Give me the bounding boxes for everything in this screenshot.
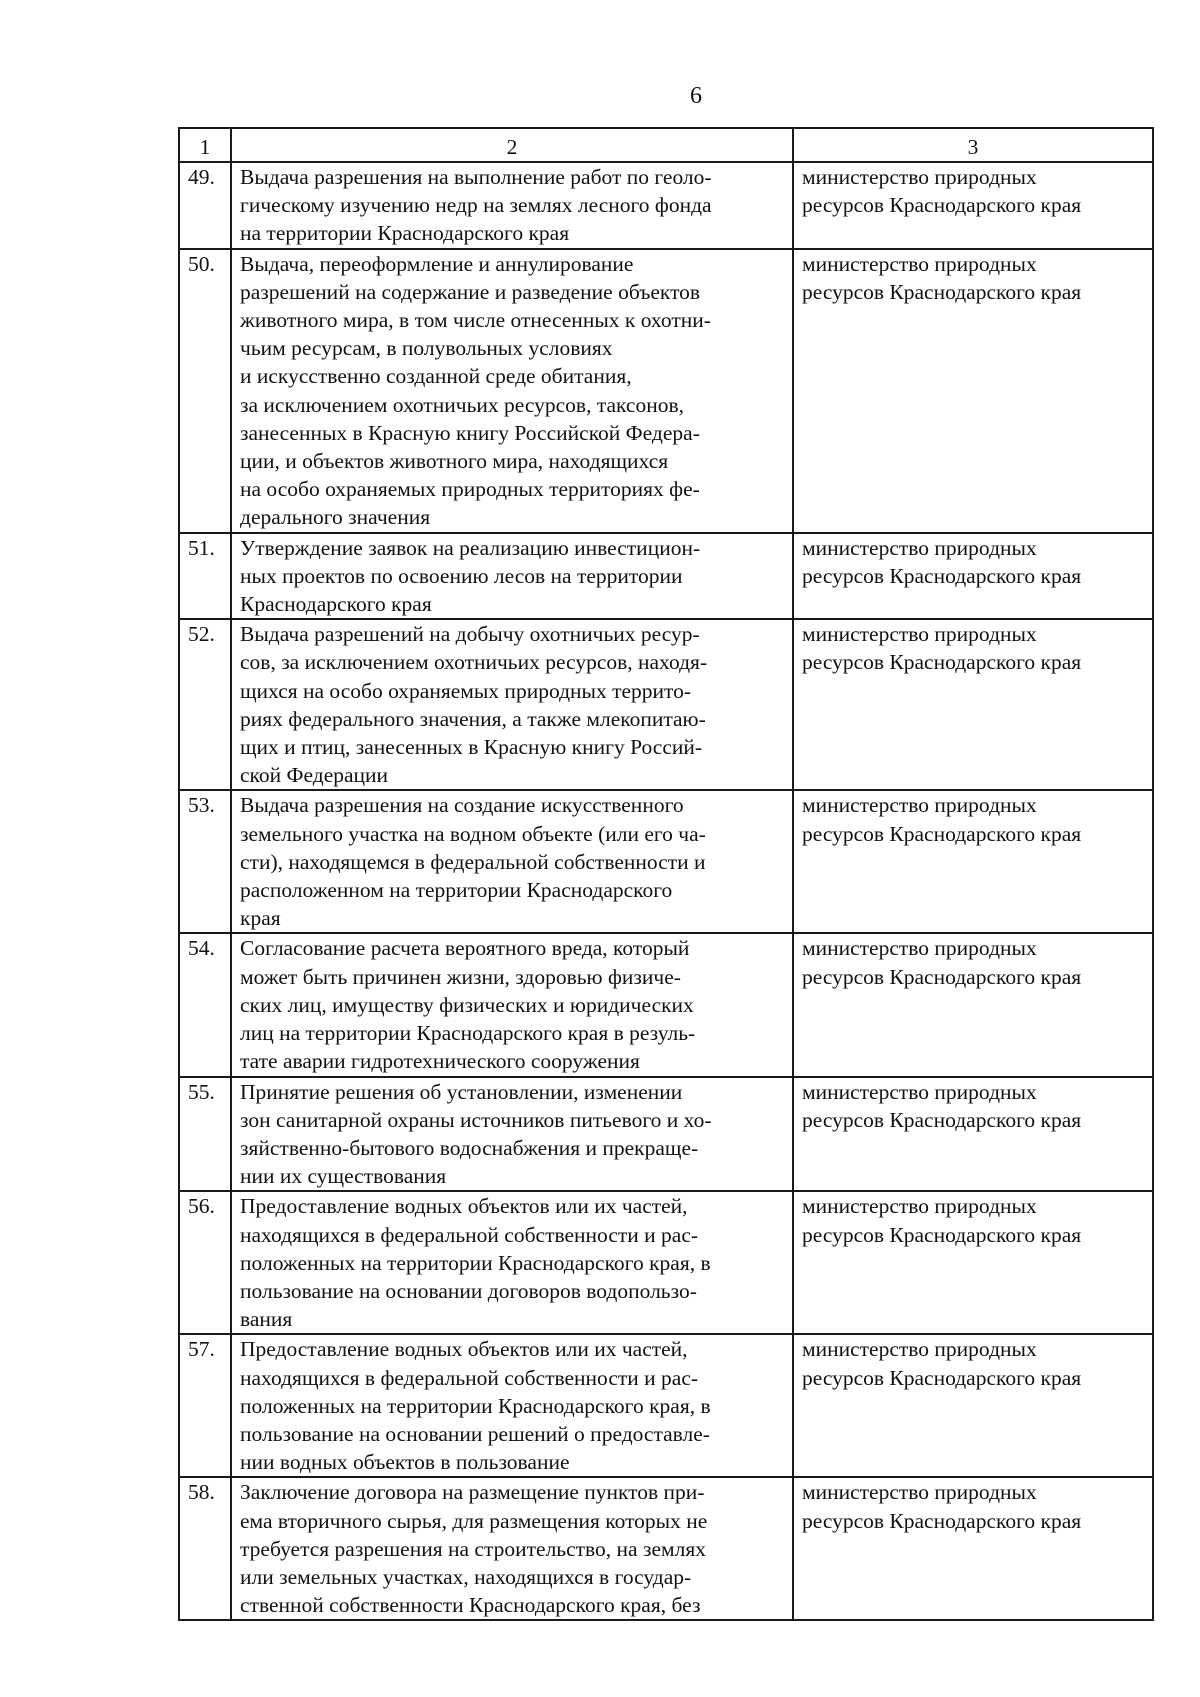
row-number: 50. <box>179 249 231 533</box>
description-line: может быть причинен жизни, здоровью физиче- <box>240 964 681 989</box>
description-line: Выдача разрешений на добычу охотничьих ресур- <box>240 622 700 647</box>
description-line: на территории Краснодарского края <box>240 221 570 246</box>
service-description <box>231 933 793 1076</box>
authority-line: ресурсов Краснодарского края <box>802 650 1082 675</box>
description-line: Заключение договора на размещение пунктов при- <box>240 1480 705 1505</box>
responsible-authority <box>793 249 1153 533</box>
responsible-authority <box>793 1477 1153 1620</box>
table-row <box>179 790 1153 933</box>
table-row <box>179 533 1153 620</box>
description-line: щихся на особо охраняемых природных террито- <box>240 678 692 703</box>
row-number: 53. <box>179 790 231 933</box>
description-line: ных проектов по освоению лесов на территории <box>240 563 683 588</box>
service-description <box>231 249 793 533</box>
authority-line: министерство природных <box>802 1337 1037 1362</box>
authority-line: ресурсов Краснодарского края <box>802 563 1082 588</box>
service-description <box>231 162 793 249</box>
table-row <box>179 162 1153 249</box>
table-body <box>179 162 1153 1620</box>
description-line: нии водных объектов в пользование <box>240 1450 570 1475</box>
authority-line: министерство природных <box>802 1194 1037 1219</box>
authority-line: министерство природных <box>802 622 1037 647</box>
responsible-authority <box>793 1191 1153 1334</box>
row-number: 49. <box>179 162 231 249</box>
authority-line: министерство природных <box>802 165 1037 189</box>
authority-line: ресурсов Краснодарского края <box>802 279 1082 304</box>
description-line: животного мира, в том числе отнесенных к охотни- <box>240 308 711 333</box>
description-line: чьим ресурсам, в полувольных условиях <box>240 336 613 361</box>
description-line: за исключением охотничьих ресурсов, таксонов, <box>240 392 685 417</box>
service-description <box>231 1334 793 1477</box>
description-line: гическому изучению недр на землях лесного фонда <box>240 193 712 218</box>
responsible-authority <box>793 533 1153 620</box>
service-description <box>231 1477 793 1620</box>
authority-line: ресурсов Краснодарского края <box>802 1222 1082 1247</box>
description-line: занесенных в Красную книгу Российской Федера- <box>240 420 700 445</box>
description-line: сов, за исключением охотничьих ресурсов, находя- <box>240 650 708 675</box>
description-line: требуется разрешения на строительство, на землях <box>240 1536 706 1561</box>
row-number: 55. <box>179 1077 231 1192</box>
services-table <box>178 127 1154 1621</box>
responsible-authority <box>793 1077 1153 1192</box>
description-line: разрешений на содержание и разведение объектов <box>240 279 701 304</box>
description-line: положенных на территории Краснодарского края, в <box>240 1250 711 1275</box>
service-description <box>231 533 793 620</box>
row-number: 52. <box>179 619 231 790</box>
authority-line: министерство природных <box>802 251 1037 276</box>
description-line: Выдача разрешения на выполнение работ по геоло- <box>240 165 712 189</box>
authority-line: ресурсов Краснодарского края <box>802 821 1082 846</box>
description-line: или земельных участках, находящихся в государ- <box>240 1564 692 1589</box>
description-line: ской Федерации <box>240 763 389 788</box>
description-line: Краснодарского края <box>240 592 432 617</box>
table-row <box>179 1334 1153 1477</box>
service-description <box>231 1191 793 1334</box>
description-line: нии их существования <box>240 1164 447 1189</box>
column-header-3: 3 <box>793 128 1153 162</box>
table-row <box>179 1477 1153 1620</box>
description-line: пользование на основании решений о предоставле- <box>240 1421 710 1446</box>
service-description <box>231 790 793 933</box>
description-line: ственной собственности Краснодарского края, без <box>240 1593 701 1618</box>
description-line: пользование на основании договоров водопользо- <box>240 1278 697 1303</box>
service-description <box>231 1077 793 1192</box>
row-number: 51. <box>179 533 231 620</box>
description-line: дерального значения <box>240 505 431 530</box>
responsible-authority <box>793 933 1153 1076</box>
authority-line: министерство природных <box>802 793 1037 818</box>
authority-line: министерство природных <box>802 1480 1037 1505</box>
description-line: находящихся в федеральной собственности и рас- <box>240 1365 699 1390</box>
description-line: Предоставление водных объектов или их частей, <box>240 1337 688 1362</box>
description-line: находящихся в федеральной собственности и рас- <box>240 1222 699 1247</box>
description-line: Выдача, переоформление и аннулирование <box>240 251 634 276</box>
responsible-authority <box>793 1334 1153 1477</box>
description-line: расположенном на территории Краснодарского <box>240 878 673 903</box>
authority-line: министерство природных <box>802 936 1037 961</box>
row-number: 56. <box>179 1191 231 1334</box>
table-row <box>179 619 1153 790</box>
column-header-1: 1 <box>179 128 231 162</box>
description-line: зон санитарной охраны источников питьевого и хо- <box>240 1107 712 1132</box>
description-line: ема вторичного сырья, для размещения которых не <box>240 1508 708 1533</box>
description-line: Принятие решения об установлении, изменении <box>240 1079 683 1104</box>
description-line: земельного участка на водном объекте (или его ча- <box>240 821 706 846</box>
description-line: ции, и объектов животного мира, находящихся <box>240 449 669 474</box>
description-line: ских лиц, имуществу физических и юридических <box>240 992 694 1017</box>
description-line: края <box>240 906 281 931</box>
description-line: Утверждение заявок на реализацию инвестицион- <box>240 535 701 560</box>
page-number: 6 <box>690 83 702 109</box>
table-header-row <box>179 128 1153 162</box>
table-row <box>179 249 1153 533</box>
description-line: лиц на территории Краснодарского края в резуль- <box>240 1021 696 1046</box>
description-line: положенных на территории Краснодарского края, в <box>240 1393 711 1418</box>
table-row <box>179 1077 1153 1192</box>
description-line: Согласование расчета вероятного вреда, который <box>240 936 690 961</box>
service-description <box>231 619 793 790</box>
responsible-authority <box>793 790 1153 933</box>
responsible-authority <box>793 162 1153 249</box>
authority-line: ресурсов Краснодарского края <box>802 1508 1082 1533</box>
description-line: и искусственно созданной среде обитания, <box>240 364 632 389</box>
description-line: Предоставление водных объектов или их частей, <box>240 1194 688 1219</box>
description-line: Выдача разрешения на создание искусственного <box>240 793 684 818</box>
row-number: 57. <box>179 1334 231 1477</box>
authority-line: ресурсов Краснодарского края <box>802 1107 1082 1132</box>
description-line: на особо охраняемых природных территориях фе- <box>240 477 700 502</box>
description-line: вания <box>240 1307 293 1332</box>
authority-line: ресурсов Краснодарского края <box>802 964 1082 989</box>
row-number: 58. <box>179 1477 231 1620</box>
table-row <box>179 933 1153 1076</box>
table-row <box>179 1191 1153 1334</box>
column-header-2: 2 <box>231 128 793 162</box>
authority-line: министерство природных <box>802 535 1037 560</box>
description-line: риях федерального значения, а также млекопитаю- <box>240 706 706 731</box>
authority-line: ресурсов Краснодарского края <box>802 1365 1082 1390</box>
description-line: сти), находящемся в федеральной собственности и <box>240 849 706 874</box>
responsible-authority <box>793 619 1153 790</box>
authority-line: ресурсов Краснодарского края <box>802 193 1082 218</box>
description-line: зяйственно-бытового водоснабжения и прекраще- <box>240 1135 699 1160</box>
description-line: тате аварии гидротехнического сооружения <box>240 1049 640 1074</box>
description-line: щих и птиц, занесенных в Красную книгу Россий- <box>240 735 703 760</box>
row-number: 54. <box>179 933 231 1076</box>
authority-line: министерство природных <box>802 1079 1037 1104</box>
